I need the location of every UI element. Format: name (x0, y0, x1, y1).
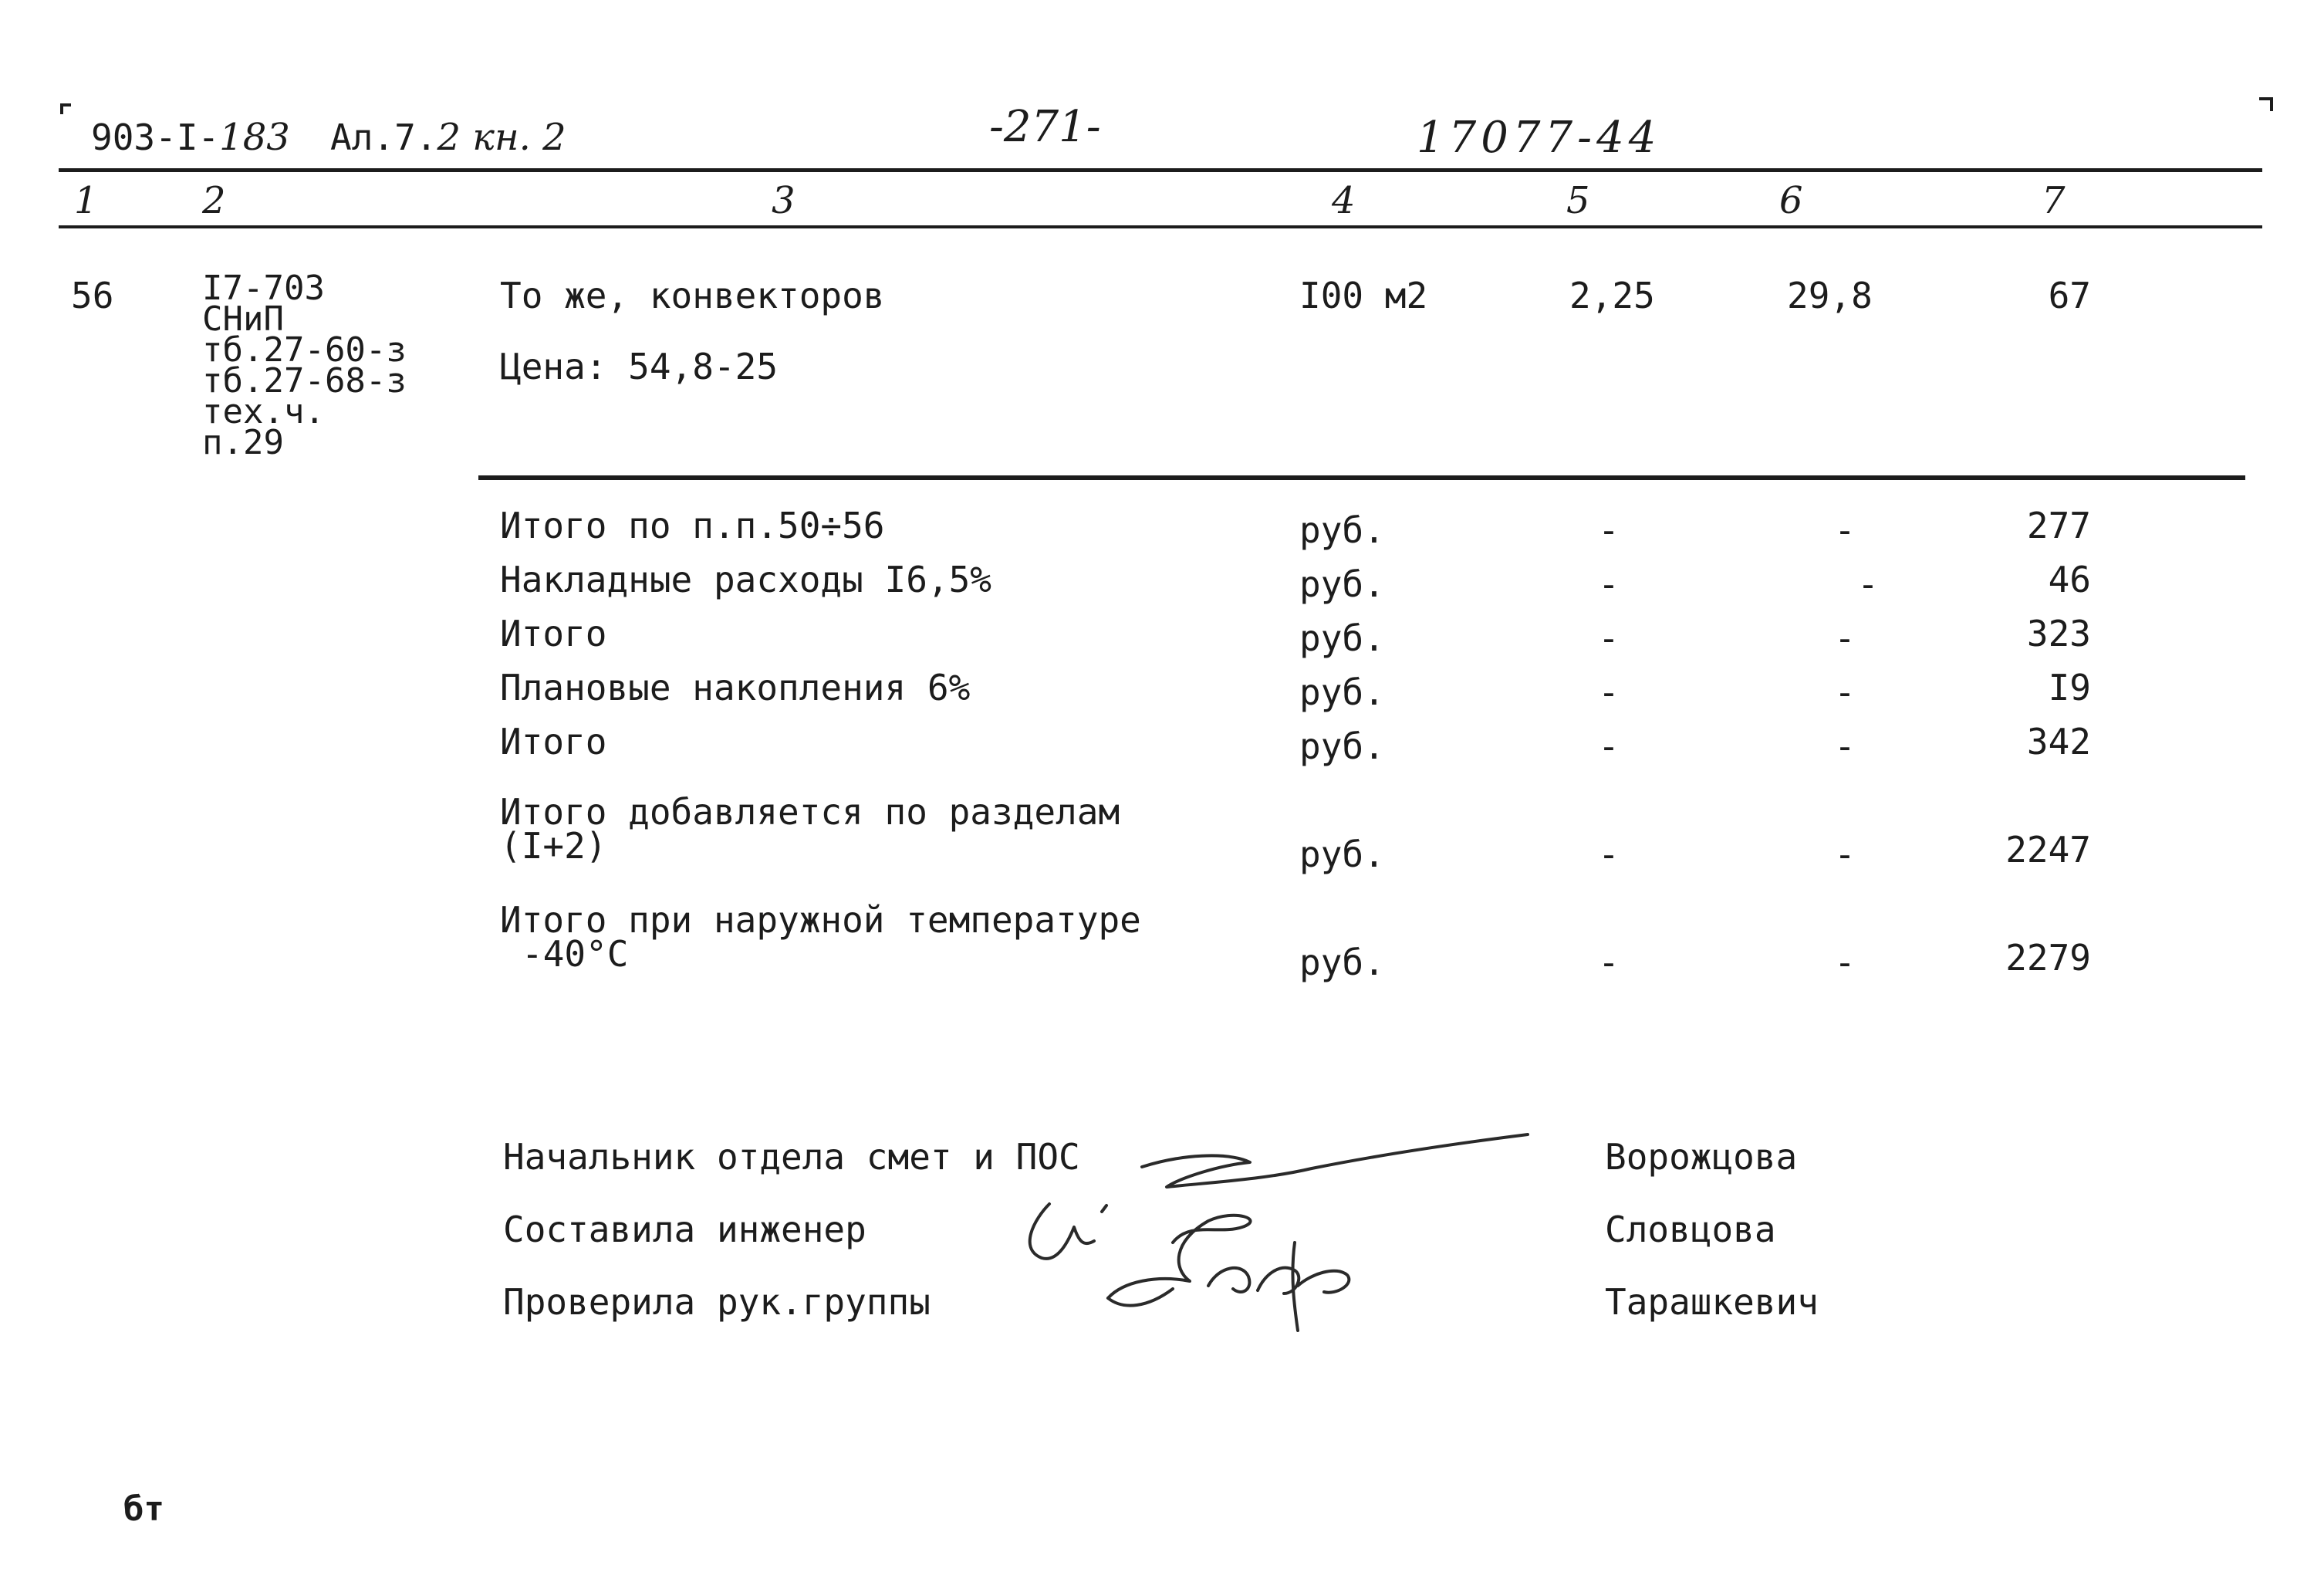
summary-col5: - (1598, 617, 1620, 659)
footer-mark: бт (123, 1489, 164, 1529)
summary-total: I9 (2048, 667, 2091, 708)
summary-label: Накладные расходы I6,5% (500, 559, 991, 600)
signature-role: Начальник отдела смет и ПОС (503, 1136, 1080, 1178)
summary-label-line: Итого при наружной температуре (500, 899, 1141, 941)
summary-col5: - (1598, 563, 1620, 605)
signature-name: Тарашкевич (1605, 1281, 1819, 1323)
summary-col6: - (1834, 942, 1856, 983)
item-code-line: тб.27-60-з (202, 330, 407, 370)
column-number: 7 (2042, 179, 2066, 222)
summary-label-line: Итого добавляется по разделам (500, 791, 1120, 833)
summary-total: 2247 (2005, 829, 2091, 871)
summary-total: 277 (2026, 505, 2091, 546)
summary-col5: - (1598, 671, 1620, 713)
column-number: 3 (772, 179, 795, 222)
summary-unit: руб. (1299, 617, 1385, 659)
summary-unit: руб. (1299, 942, 1385, 983)
summary-col5: - (1598, 942, 1620, 983)
summary-label-line: (I+2) (500, 825, 607, 867)
page-number: -271- (989, 102, 1101, 152)
column-number: 2 (202, 179, 226, 222)
column-number: 6 (1779, 179, 1803, 222)
item-total: 67 (2048, 275, 2091, 316)
summary-label: Итого по п.п.50÷56 (500, 505, 885, 546)
summary-label (500, 791, 1120, 867)
summary-label-line: -40°С (522, 933, 629, 975)
item-code-line: I7-703 (202, 269, 325, 308)
item-code-line: СНиП (202, 299, 284, 339)
summary-unit: руб. (1299, 563, 1385, 605)
doc-code-printed: 903-I- (91, 117, 220, 158)
summary-col6: - (1834, 671, 1856, 713)
item-code-line: тех.ч. (202, 392, 325, 431)
summary-col6: - (1834, 509, 1856, 551)
album-label (330, 116, 566, 159)
item-number: 56 (71, 275, 114, 316)
item-code-line: тб.27-68-з (202, 361, 407, 401)
doc-code-handwritten: 183 (219, 116, 290, 159)
corner-mark-left (60, 103, 71, 114)
item-price: Цена: 54,8-25 (500, 346, 779, 387)
column-number: 5 (1566, 179, 1590, 222)
summary-col6: - (1834, 725, 1856, 767)
doc-code (91, 116, 290, 159)
summary-col6: - (1834, 617, 1856, 659)
summary-total: 2279 (2005, 937, 2091, 979)
album-printed: Ал.7. (330, 117, 437, 158)
item-description: То же, конвекторов (500, 275, 885, 316)
summary-total: 342 (2026, 721, 2091, 762)
corner-mark-right (2259, 97, 2273, 111)
album-handwritten: 2 кн. 2 (437, 116, 566, 159)
register-number: 17077-44 (1417, 113, 1661, 163)
handwritten-signatures (988, 1111, 1574, 1343)
summary-label: Плановые накопления 6% (500, 667, 971, 708)
summary-col6: - (1857, 563, 1879, 605)
column-number: 4 (1332, 179, 1356, 222)
signature-name: Словцова (1605, 1209, 1776, 1250)
summary-col5: - (1598, 834, 1620, 875)
header-rule-top (59, 168, 2262, 172)
summary-col5: - (1598, 725, 1620, 767)
signature-role: Проверила рук.группы (503, 1281, 931, 1323)
item-unit: I00 м2 (1299, 275, 1428, 316)
summary-unit: руб. (1299, 671, 1385, 713)
summary-total: 323 (2026, 613, 2091, 654)
summary-label: Итого (500, 613, 607, 654)
item-code (202, 269, 407, 462)
totals-separator (478, 475, 2245, 480)
header-rule-bottom (59, 225, 2262, 228)
summary-total: 46 (2048, 559, 2091, 600)
summary-label: Итого (500, 721, 607, 762)
summary-unit: руб. (1299, 509, 1385, 551)
signature-role: Составила инженер (503, 1209, 866, 1250)
item-unit-cost: 29,8 (1787, 275, 1873, 316)
summary-label (500, 899, 1141, 975)
summary-unit: руб. (1299, 834, 1385, 875)
signature-name: Ворожцова (1605, 1136, 1798, 1178)
summary-col5: - (1598, 509, 1620, 551)
item-code-line: п.29 (202, 423, 284, 462)
item-quantity: 2,25 (1569, 275, 1655, 316)
summary-unit: руб. (1299, 725, 1385, 767)
summary-col6: - (1834, 834, 1856, 875)
column-number: 1 (74, 179, 98, 222)
